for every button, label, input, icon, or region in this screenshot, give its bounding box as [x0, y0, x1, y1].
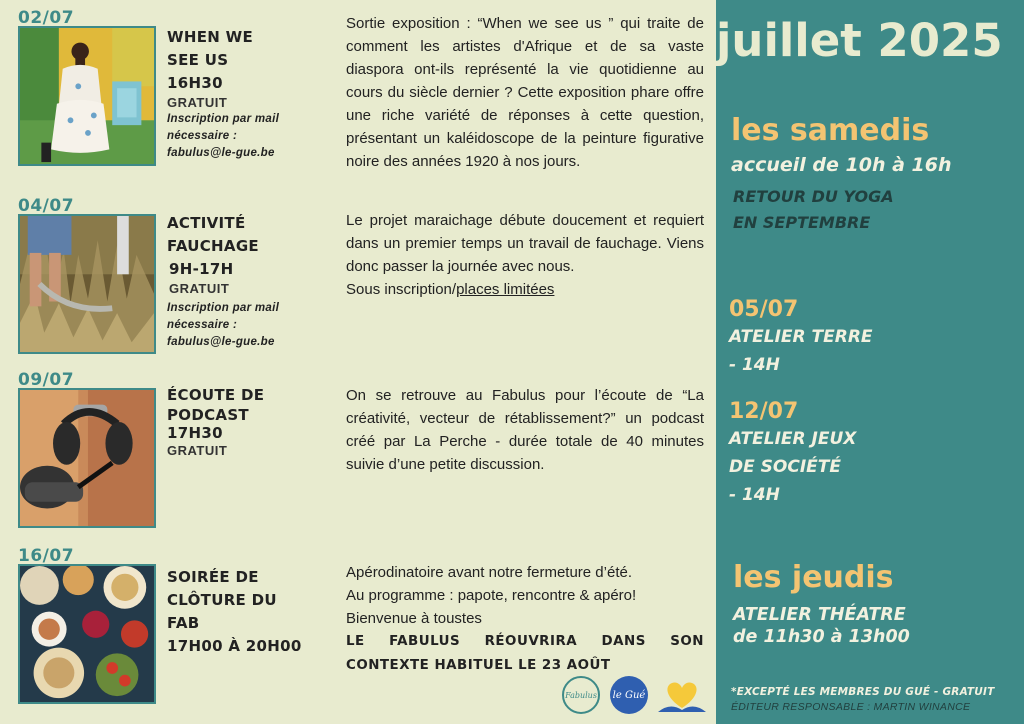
event-2-title-line-2: FAUCHAGE — [167, 237, 259, 255]
event-4-title — [167, 566, 302, 658]
fabulus-logo-text: Fabulus — [565, 690, 597, 700]
event-3-title-line-1: ÉCOUTE DE — [167, 386, 265, 404]
event-2-limited-places-link[interactable]: places limitées — [456, 281, 555, 298]
event-2-date: 04/07 — [18, 196, 75, 216]
event-2-title-line-1: ACTIVITÉ — [167, 214, 246, 232]
event-1-email[interactable]: fabulus@le-gue.be — [167, 147, 275, 159]
event-2-email[interactable]: fabulus@le-gue.be — [167, 336, 275, 348]
event-4-desc-line-3: Bienvenue à toustes — [346, 610, 482, 627]
yoga-note-line-1: RETOUR DU YOGA — [733, 187, 894, 206]
event-3-title — [167, 384, 264, 459]
event-2-note-colon: : — [229, 319, 238, 331]
workshop-2-line-1: ATELIER JEUX — [729, 429, 857, 449]
event-1-registration-note — [167, 111, 279, 162]
event-1-note-colon: : — [229, 130, 238, 142]
workshop-1-date: 05/07 — [729, 297, 799, 322]
event-3-date: 09/07 — [18, 370, 75, 390]
workshop-1-details — [729, 323, 873, 379]
event-4-reopening-notice: LE FABULUS RÉOUVRIRA DANS SON CONTEXTE HABITUEL LE 23 AOÛT — [346, 634, 704, 673]
month-title: juillet 2025 — [716, 14, 1003, 67]
event-1-note-required: nécessaire — [167, 130, 230, 142]
event-2-price: GRATUIT — [169, 281, 230, 296]
yoga-note-line-2: EN SEPTEMBRE — [733, 213, 871, 232]
thursdays-line-1: ATELIER THÉATRE — [733, 605, 906, 625]
saturdays-heading: les samedis — [731, 113, 930, 148]
event-4-time: 17H00 À 20H00 — [167, 637, 302, 655]
publisher-credit: ÉDITEUR RESPONSABLE : MARTIN WINANCE — [731, 701, 971, 713]
scythe-mowing-image — [18, 214, 156, 354]
event-4-desc-line-1: Apérodinatoire avant notre fermeture d’été. — [346, 564, 633, 581]
event-1-title-line-1: WHEN WE — [167, 28, 254, 46]
event-2-registration-text: Sous inscription/ — [346, 281, 457, 298]
event-2-description — [346, 209, 704, 301]
footer-note: *EXCEPTÉ LES MEMBRES DU GUÉ - GRATUIT — [731, 686, 995, 698]
event-4-description — [346, 561, 704, 678]
event-4-title-line-1: SOIRÉE DE — [167, 568, 259, 586]
event-3-title-line-2: PODCAST — [167, 406, 249, 424]
workshop-1-line-2: - 14H — [729, 355, 780, 375]
event-1-description: Sortie exposition : “When we see us ” qui traite de comment les artistes d'Afrique et de sa vaste diaspora ont-ils représenté la vie quotidienne au cours du siècle dernier ? Cette exposition phare offre une riche variété de réponses à cette question, présentant un kaléidoscope de la peinture figurative noire des années 1920 à nos jours. — [346, 15, 704, 170]
event-1-date: 02/07 — [18, 8, 75, 28]
event-4-title-line-3: FAB — [167, 614, 200, 632]
event-1-note-line: Inscription par mail — [167, 113, 280, 125]
event-2-note-required: nécessaire — [167, 319, 230, 331]
heart-logo — [656, 678, 708, 714]
le-gue-logo-text: le Gué — [612, 689, 646, 701]
event-4-desc-line-2: Au programme : papote, rencontre & apéro! — [346, 587, 637, 604]
workshop-2-details — [729, 425, 856, 509]
event-1-title — [167, 26, 279, 162]
event-1-title-line-2: SEE US — [167, 51, 229, 69]
fabulus-logo — [562, 676, 600, 714]
workshop-2-line-3: - 14H — [729, 485, 780, 505]
event-3-time: 17H30 — [167, 424, 223, 442]
yoga-note — [733, 184, 894, 236]
event-1-time: 16H30 — [167, 74, 223, 92]
event-2-registration-note — [167, 300, 279, 351]
event-4-title-line-2: CLÔTURE DU — [167, 591, 277, 609]
thursdays-line-2: de 11h30 à 13h00 — [733, 627, 910, 647]
podcast-microphone-image — [18, 388, 156, 528]
thursdays-heading: les jeudis — [733, 560, 894, 595]
event-1-price: GRATUIT — [167, 95, 228, 110]
event-3-description: On se retrouve au Fabulus pour l’écoute de “La créativité, vecteur de rétablissement?” un podcast créé par La Perche - durée totale de 40 minutes suivie d’une petite discussion. — [346, 387, 704, 473]
event-2-note-line: Inscription par mail — [167, 302, 280, 314]
food-table-image — [18, 564, 156, 704]
thursdays-details — [733, 604, 910, 648]
saturdays-hours: accueil de 10h à 16h — [731, 154, 952, 176]
workshop-2-line-2: DE SOCIÉTÉ — [729, 457, 841, 477]
workshop-2-date: 12/07 — [729, 399, 799, 424]
workshop-1-line-1: ATELIER TERRE — [729, 327, 873, 347]
event-3-price: GRATUIT — [167, 443, 228, 458]
le-gue-logo — [610, 676, 648, 714]
event-4-date: 16/07 — [18, 546, 75, 566]
event-2-description-text: Le projet maraichage débute doucement et requiert dans un premier temps un travail de fauchage. Viens donc passer la journée avec nous. — [346, 212, 704, 275]
event-2-time: 9H-17H — [169, 260, 234, 278]
event-2-title — [167, 212, 279, 351]
painting-woman-seated-image — [18, 26, 156, 166]
